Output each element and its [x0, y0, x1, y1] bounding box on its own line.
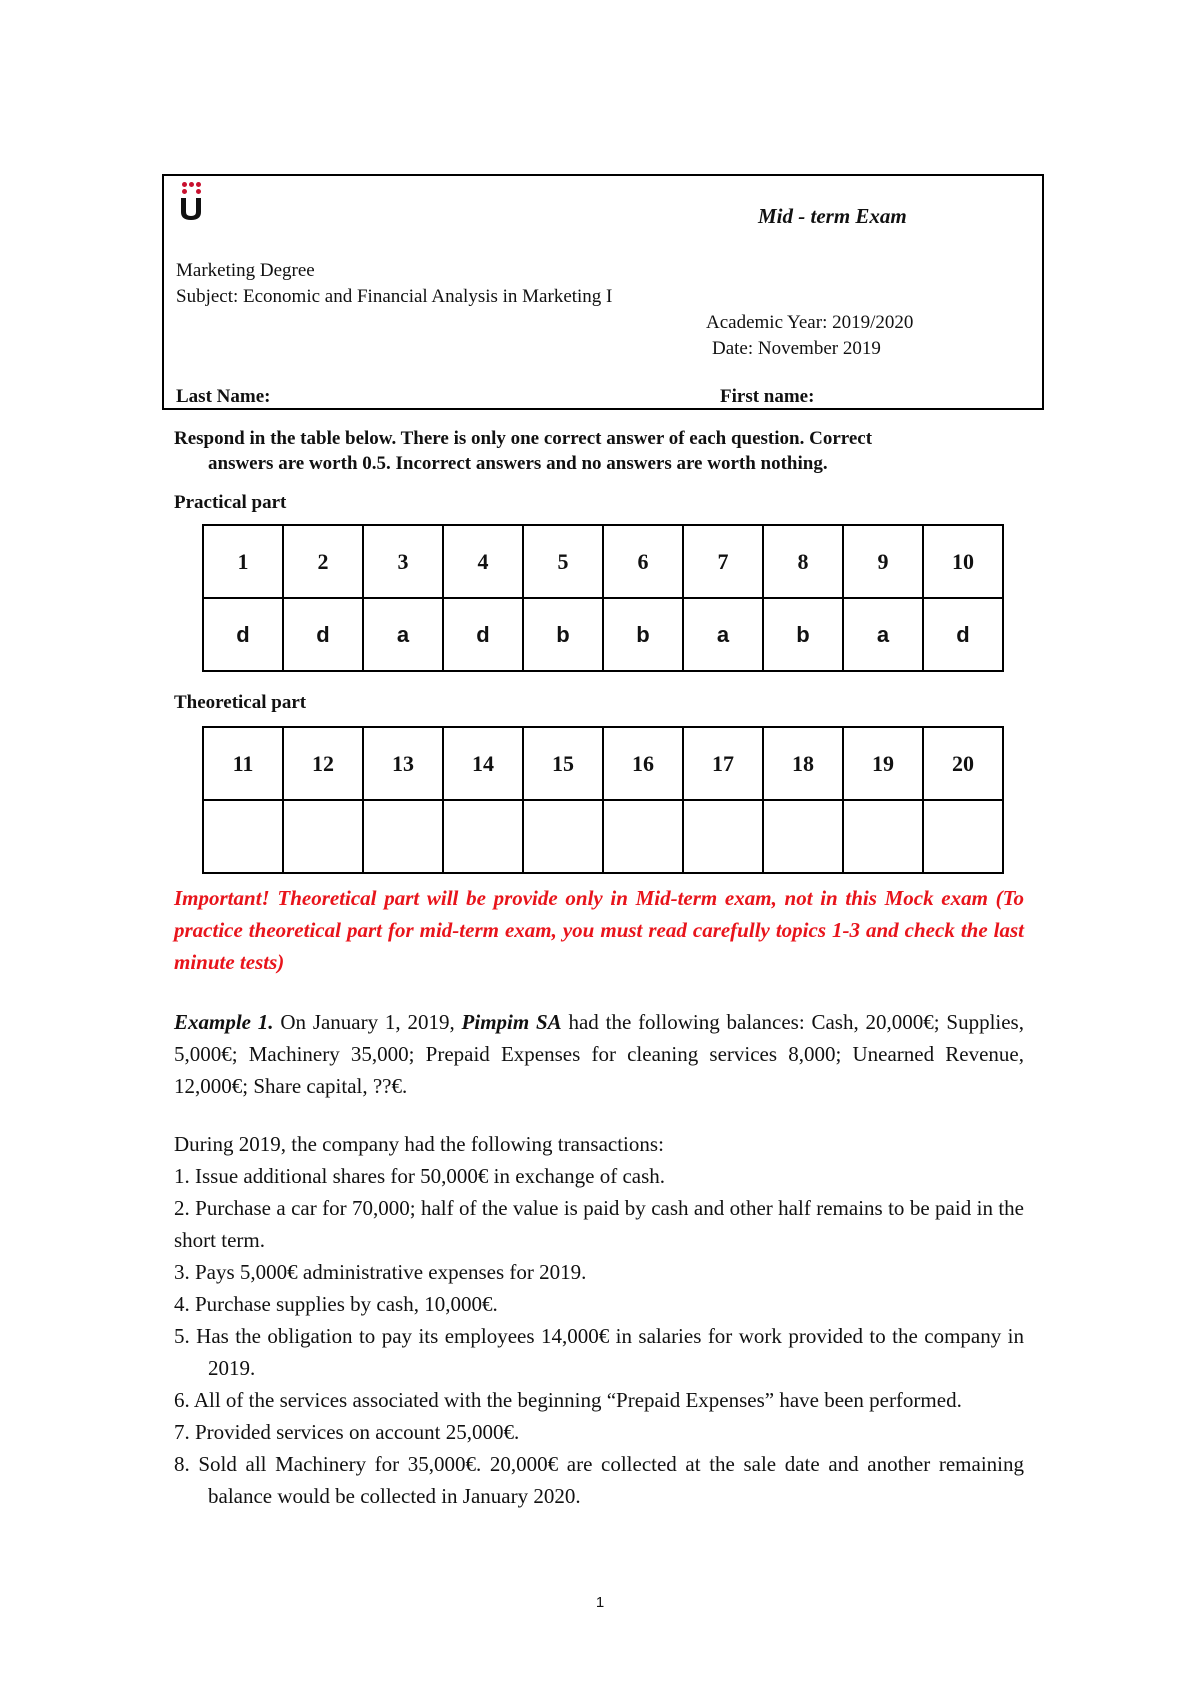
first-name-label: First name: — [720, 386, 815, 407]
theoretical-question-row — [203, 727, 1003, 800]
transaction-item: 3. Pays 5,000€ administrative expenses for 2019. — [174, 1260, 587, 1284]
question-number: 4 — [443, 525, 523, 598]
answer-cell[interactable]: b — [603, 598, 683, 671]
subject-name: Subject: Economic and Financial Analysis in Marketing I — [176, 286, 613, 307]
transactions-intro: During 2019, the company had the following transactions: — [174, 1132, 664, 1156]
answer-cell[interactable]: d — [443, 598, 523, 671]
answer-cell[interactable]: d — [923, 598, 1003, 671]
answer-cell[interactable] — [363, 800, 443, 873]
question-number: 6 — [603, 525, 683, 598]
question-number: 13 — [363, 727, 443, 800]
question-number: 18 — [763, 727, 843, 800]
question-number: 1 — [203, 525, 283, 598]
answer-cell[interactable]: b — [523, 598, 603, 671]
example-label: Example 1. — [174, 1010, 274, 1034]
exam-title: Mid - term Exam — [758, 204, 907, 228]
transaction-item: 2. Purchase a car for 70,000; half of the value is paid by cash and other half remains to be paid in the short term. — [174, 1196, 1024, 1252]
theoretical-answer-row — [203, 800, 1003, 873]
instructions — [174, 426, 1024, 476]
answer-cell[interactable] — [203, 800, 283, 873]
answer-cell[interactable] — [843, 800, 923, 873]
example-text-b: had the following balances: Cash, 20,000€; Supplies, 5,000€; Machinery 35,000; Prepaid Expenses for cleaning services 8,000; Unearned Revenue, 12,000€; Share capital, ??€. — [174, 1010, 1024, 1098]
example-1 — [174, 1006, 1024, 1102]
theoretical-answer-table — [202, 726, 1004, 874]
question-number: 8 — [763, 525, 843, 598]
question-number: 7 — [683, 525, 763, 598]
question-number: 10 — [923, 525, 1003, 598]
last-name-label: Last Name: — [176, 386, 271, 407]
practical-question-row — [203, 525, 1003, 598]
important-note: Important! Theoretical part will be provide only in Mid-term exam, not in this Mock exam (To practice theoretical part for mid-term exam, you must read carefully topics 1-3 and check the last minute tests) — [174, 886, 1024, 974]
question-number: 17 — [683, 727, 763, 800]
question-number: 12 — [283, 727, 363, 800]
answer-cell[interactable]: d — [203, 598, 283, 671]
answer-cell[interactable] — [443, 800, 523, 873]
degree-name: Marketing Degree — [176, 260, 315, 281]
practical-answer-row — [203, 598, 1003, 671]
answer-cell[interactable]: d — [283, 598, 363, 671]
example-text-a: On January 1, 2019, — [273, 1010, 462, 1034]
transaction-item: 8. Sold all Machinery for 35,000€. 20,000€ are collected at the sale date and another remaining balance would be collected in January 2020. — [174, 1452, 1024, 1508]
answer-cell[interactable] — [683, 800, 763, 873]
transactions-list — [174, 1160, 1024, 1512]
transaction-item: 4. Purchase supplies by cash, 10,000€. — [174, 1292, 498, 1316]
company-name: Pimpim SA — [461, 1010, 562, 1034]
answer-cell[interactable] — [763, 800, 843, 873]
transaction-item: 7. Provided services on account 25,000€. — [174, 1420, 520, 1444]
academic-year: Academic Year: 2019/2020 — [706, 312, 914, 333]
question-number: 3 — [363, 525, 443, 598]
question-number: 9 — [843, 525, 923, 598]
transaction-item: 5. Has the obligation to pay its employees 14,000€ in salaries for work provided to the company in 2019. — [174, 1324, 1024, 1380]
answer-cell[interactable]: a — [683, 598, 763, 671]
instructions-line-1: Respond in the table below. There is only one correct answer of each question. Correct — [174, 428, 873, 449]
answer-cell[interactable]: b — [763, 598, 843, 671]
question-number: 11 — [203, 727, 283, 800]
page-number: 1 — [595, 1594, 605, 1611]
university-logo — [178, 182, 208, 224]
answer-cell[interactable] — [523, 800, 603, 873]
theoretical-part-label: Theoretical part — [174, 692, 307, 713]
question-number: 15 — [523, 727, 603, 800]
answer-cell[interactable] — [923, 800, 1003, 873]
question-number: 2 — [283, 525, 363, 598]
exam-header — [162, 174, 1044, 410]
answer-cell[interactable] — [283, 800, 363, 873]
transaction-item: 1. Issue additional shares for 50,000€ in exchange of cash. — [174, 1164, 666, 1188]
question-number: 14 — [443, 727, 523, 800]
answer-cell[interactable]: a — [363, 598, 443, 671]
logo-dots — [180, 182, 206, 196]
transaction-item: 6. All of the services associated with the beginning “Prepaid Expenses” have been performed. — [174, 1388, 962, 1412]
question-number: 19 — [843, 727, 923, 800]
exam-date: Date: November 2019 — [712, 338, 881, 359]
answer-cell[interactable]: a — [843, 598, 923, 671]
question-number: 20 — [923, 727, 1003, 800]
practical-part-label: Practical part — [174, 492, 287, 513]
instructions-line-2: answers are worth 0.5. Incorrect answers and no answers are worth nothing. — [208, 453, 828, 474]
practical-answer-table — [202, 524, 1004, 672]
question-number: 16 — [603, 727, 683, 800]
question-number: 5 — [523, 525, 603, 598]
answer-cell[interactable] — [603, 800, 683, 873]
logo-u-icon — [178, 196, 204, 222]
